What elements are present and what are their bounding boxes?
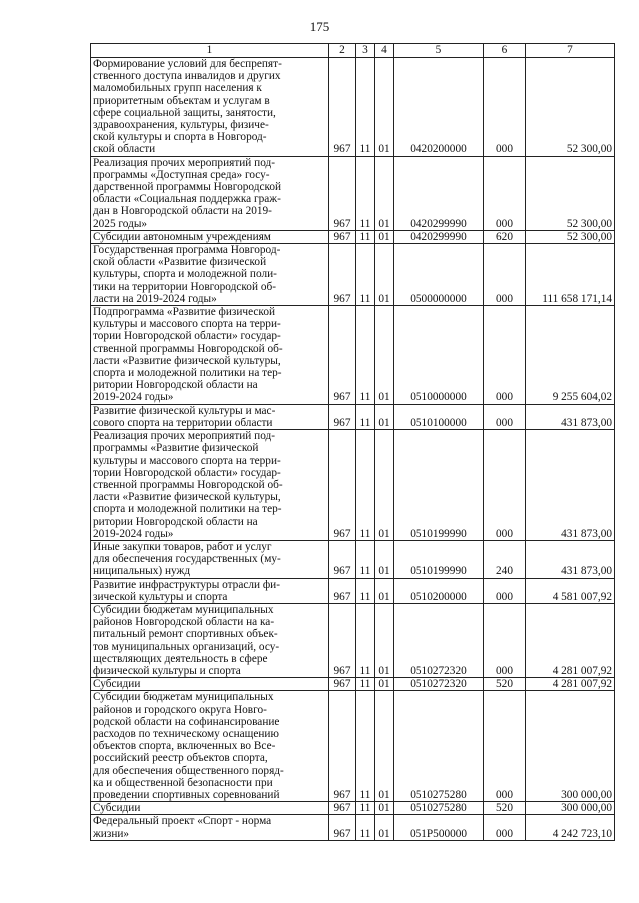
row-amount: 52 300,00 [526, 156, 615, 230]
row-ministry-code: 967 [329, 430, 356, 541]
row-amount: 300 000,00 [526, 691, 615, 802]
header-col-7: 7 [526, 44, 615, 58]
row-amount: 300 000,00 [526, 802, 615, 815]
row-amount: 431 873,00 [526, 430, 615, 541]
table-row [91, 691, 615, 802]
row-subsection-code: 01 [375, 815, 394, 840]
row-ministry-code: 967 [329, 802, 356, 815]
row-amount: 431 873,00 [526, 540, 615, 578]
row-expense-type: 000 [484, 815, 526, 840]
row-ministry-code: 967 [329, 404, 356, 429]
row-ministry-code: 967 [329, 578, 356, 603]
header-col-1: 1 [91, 44, 329, 58]
table-row [91, 430, 615, 541]
row-amount: 431 873,00 [526, 404, 615, 429]
row-expense-type: 000 [484, 603, 526, 677]
row-amount: 4 281 007,92 [526, 678, 615, 691]
row-description: Субсидии бюджетам муниципальных районов Новгородской области на ка- питальный ремонт спортивных объек- тов муниципальных организаций, осу- ществляющих деятельность в сфере физической культуры и спорта [91, 603, 329, 677]
row-amount: 9 255 604,02 [526, 306, 615, 405]
table-row [91, 244, 615, 306]
header-col-4: 4 [375, 44, 394, 58]
row-description: Реализация прочих мероприятий под- программы «Развитие физической культуры и массового спорта на терри- тории Новгородской области» государ- ственной программы Новгородской об- ласти «Развитие физической культуры, спорта и молодежной политики на тер- ритории Новгородской области на 2019-2024 годы» [91, 430, 329, 541]
row-expense-type: 000 [484, 404, 526, 429]
table-row [91, 815, 615, 840]
row-target-article: 0510272320 [394, 603, 484, 677]
row-target-article: 0510100000 [394, 404, 484, 429]
row-section-code: 11 [356, 306, 375, 405]
row-description: Субсидии [91, 678, 329, 691]
table-row [91, 404, 615, 429]
row-description: Субсидии автономным учреждениям [91, 230, 329, 243]
row-target-article: 0420200000 [394, 58, 484, 157]
row-expense-type: 000 [484, 691, 526, 802]
row-section-code: 11 [356, 404, 375, 429]
row-section-code: 11 [356, 578, 375, 603]
page-number: 175 [309, 19, 330, 34]
row-target-article: 0510000000 [394, 306, 484, 405]
row-target-article: 0510199990 [394, 430, 484, 541]
row-description: Субсидии бюджетам муниципальных районов и городского округа Новго- родской области на софинансирование расходов по техническому оснащению объектов спорта, включенных во Все- российский реестр объектов спорта, для обеспечения общественного поряд- ка и общественной безопасности при проведении спортивных соревнований [91, 691, 329, 802]
row-expense-type: 000 [484, 58, 526, 157]
row-section-code: 11 [356, 802, 375, 815]
row-target-article: 051P500000 [394, 815, 484, 840]
row-target-article: 0510200000 [394, 578, 484, 603]
row-description: Формирование условий для беспрепят- ственного доступа инвалидов и других маломобильных групп населения к приоритетным объектам и услугам в сфере социальной защиты, занятости, здравоохранения, культуры, физиче- ской культуры и спорта в Новгород- ской области [91, 58, 329, 157]
row-description: Развитие физической культуры и мас- сового спорта на территории области [91, 404, 329, 429]
table-row [91, 306, 615, 405]
row-target-article: 0510199990 [394, 540, 484, 578]
row-ministry-code: 967 [329, 540, 356, 578]
row-section-code: 11 [356, 230, 375, 243]
row-section-code: 11 [356, 691, 375, 802]
row-amount: 4 581 007,92 [526, 578, 615, 603]
row-description: Реализация прочих мероприятий под- программы «Доступная среда» госу- дарственной программы Новгородской области «Социальная поддержка граж- дан в Новгородской области на 2019- 2025 годы» [91, 156, 329, 230]
row-description: Государственная программа Новгород- ской области «Развитие физической культуры, спорта и молодежной поли- тики на территории Новгородской об- ласти на 2019-2024 годы» [91, 244, 329, 306]
row-amount: 111 658 171,14 [526, 244, 615, 306]
row-subsection-code: 01 [375, 540, 394, 578]
row-section-code: 11 [356, 603, 375, 677]
row-subsection-code: 01 [375, 230, 394, 243]
row-ministry-code: 967 [329, 306, 356, 405]
row-subsection-code: 01 [375, 691, 394, 802]
row-description: Иные закупки товаров, работ и услуг для обеспечения государственных (му- ниципальных) нужд [91, 540, 329, 578]
row-ministry-code: 967 [329, 58, 356, 157]
row-amount: 4 242 723,10 [526, 815, 615, 840]
table-row [91, 156, 615, 230]
table-row [91, 58, 615, 157]
header-col-5: 5 [394, 44, 484, 58]
row-amount: 52 300,00 [526, 230, 615, 243]
row-subsection-code: 01 [375, 430, 394, 541]
row-subsection-code: 01 [375, 578, 394, 603]
row-subsection-code: 01 [375, 404, 394, 429]
header-row [91, 44, 615, 58]
row-target-article: 0420299990 [394, 230, 484, 243]
row-expense-type: 520 [484, 802, 526, 815]
row-subsection-code: 01 [375, 678, 394, 691]
table-row [91, 802, 615, 815]
row-section-code: 11 [356, 678, 375, 691]
row-section-code: 11 [356, 430, 375, 541]
row-target-article: 0420299990 [394, 156, 484, 230]
row-amount: 52 300,00 [526, 58, 615, 157]
row-subsection-code: 01 [375, 58, 394, 157]
row-section-code: 11 [356, 244, 375, 306]
header-col-3: 3 [356, 44, 375, 58]
row-subsection-code: 01 [375, 802, 394, 815]
row-ministry-code: 967 [329, 230, 356, 243]
row-subsection-code: 01 [375, 244, 394, 306]
row-description: Субсидии [91, 802, 329, 815]
row-description: Развитие инфраструктуры отрасли фи- зической культуры и спорта [91, 578, 329, 603]
row-ministry-code: 967 [329, 156, 356, 230]
row-amount: 4 281 007,92 [526, 603, 615, 677]
row-description: Федеральный проект «Спорт - норма жизни» [91, 815, 329, 840]
row-target-article: 0510275280 [394, 691, 484, 802]
row-expense-type: 000 [484, 244, 526, 306]
row-section-code: 11 [356, 540, 375, 578]
row-ministry-code: 967 [329, 678, 356, 691]
table-row [91, 578, 615, 603]
row-expense-type: 000 [484, 306, 526, 405]
row-expense-type: 240 [484, 540, 526, 578]
row-ministry-code: 967 [329, 244, 356, 306]
row-target-article: 0500000000 [394, 244, 484, 306]
row-subsection-code: 01 [375, 156, 394, 230]
row-ministry-code: 967 [329, 691, 356, 802]
row-section-code: 11 [356, 156, 375, 230]
row-description: Подпрограмма «Развитие физической культуры и массового спорта на терри- тории Новгородской области» государ- ственной программы Новгородской об- ласти «Развитие физической культуры, спорта и молодежной политики на тер- ритории Новгородской области на 2019-2024 годы» [91, 306, 329, 405]
row-target-article: 0510275280 [394, 802, 484, 815]
row-expense-type: 000 [484, 156, 526, 230]
row-subsection-code: 01 [375, 603, 394, 677]
header-col-6: 6 [484, 44, 526, 58]
row-ministry-code: 967 [329, 603, 356, 677]
table-row [91, 603, 615, 677]
table-row [91, 678, 615, 691]
row-expense-type: 520 [484, 678, 526, 691]
row-expense-type: 000 [484, 430, 526, 541]
row-section-code: 11 [356, 58, 375, 157]
row-target-article: 0510272320 [394, 678, 484, 691]
row-section-code: 11 [356, 815, 375, 840]
table-row [91, 230, 615, 243]
budget-table [90, 43, 615, 841]
table-row [91, 540, 615, 578]
header-col-2: 2 [329, 44, 356, 58]
row-ministry-code: 967 [329, 815, 356, 840]
row-expense-type: 000 [484, 578, 526, 603]
row-subsection-code: 01 [375, 306, 394, 405]
row-expense-type: 620 [484, 230, 526, 243]
